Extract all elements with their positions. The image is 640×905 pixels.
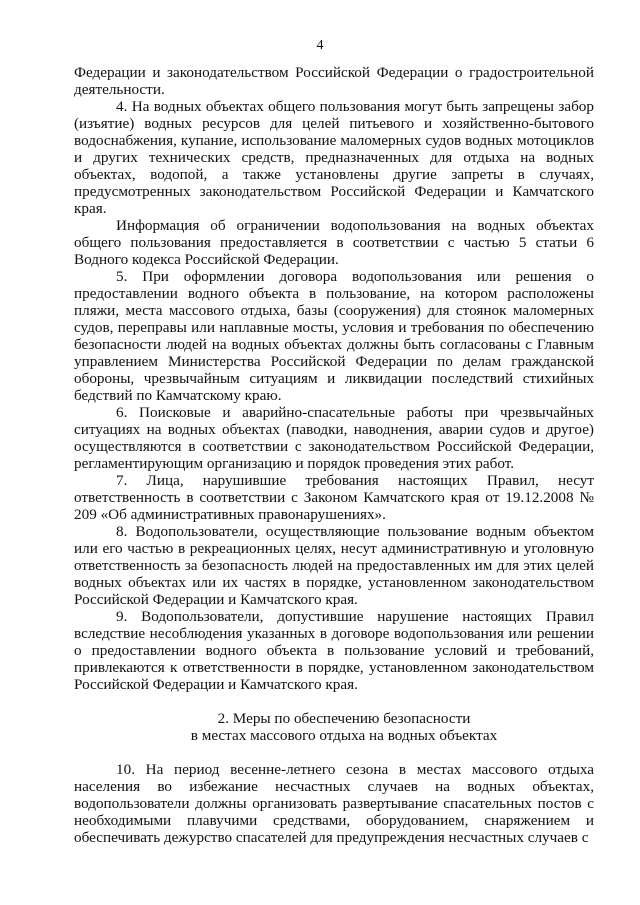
paragraph-6: 6. Поисковые и аварийно-спасательные работы при чрезвычайных ситуациях на водных объектах (паводки, наводнения, аварии судов и другое) осуществляются в соответствии с законодательством Российской Федерации, регламентирующим организацию и порядок проведения этих работ. <box>74 404 594 472</box>
section-heading-line-1: 2. Меры по обеспечению безопасности <box>217 710 471 727</box>
paragraph-5: 5. При оформлении договора водопользования или решения о предоставлении водного объекта в пользование, на котором расположены пляжи, места массового отдыха, базы (сооружения) для стоянок маломерных судов, переправы или наплавные мосты, условия и требования по обеспечению безопасности людей на водных объектах должны быть согласованы с Главным управлением Министерства Российской Федерации по делам гражданской обороны, чрезвычайным ситуациям и ликвидации последствий стихийных бедствий по Камчатскому краю. <box>74 268 594 404</box>
paragraph-7: 7. Лица, нарушившие требования настоящих Правил, несут ответственность в соответствии с Законом Камчатского края от 19.12.2008 № 209 «Об административных правонарушениях». <box>74 472 594 523</box>
paragraph-8: 8. Водопользователи, осуществляющие пользование водным объектом или его частью в рекреационных целях, несут административную и уголовную ответственность за безопасность людей на предоставленных им для этих целей водных объектах или их частях в порядке, установленном законодательством Российской Федерации и Камчатского края. <box>74 523 594 608</box>
paragraph-continuation: Федерации и законодательством Российской Федерации о градостроительной деятельности. <box>74 64 594 98</box>
paragraph-10: 10. На период весенне-летнего сезона в местах массового отдыха населения во избежание несчастных случаев на водных объектах, водопользователи должны организовать развертывание спасательных постов с необходимыми плавучими средствами, оборудованием, снаряжением и обеспечивать дежурство спасателей для предупреждения несчастных случаев с <box>74 761 594 846</box>
section-heading <box>74 710 594 744</box>
document-body <box>74 64 594 846</box>
paragraph-4: 4. На водных объектах общего пользования могут быть запрещены забор (изъятие) водных ресурсов для целей питьевого и хозяйственно-бытового водоснабжения, купание, использование маломерных судов водных мотоциклов и других технических средств, предназначенных для отдыха на водных объектах, водопой, а также установлены другие запреты в случаях, предусмотренных законодательством Российской Федерации и Камчатского края. <box>74 98 594 217</box>
section-heading-line-2: в местах массового отдыха на водных объектах <box>190 727 498 744</box>
paragraph-9: 9. Водопользователи, допустившие нарушение настоящих Правил вследствие несоблюдения указанных в договоре водопользования или решении о предоставлении водного объекта в пользование условий и требований, привлекаются к ответственности в порядке, установленном законодательством Российской Федерации и Камчатского края. <box>74 608 594 693</box>
paragraph-4-info: Информация об ограничении водопользования на водных объектах общего пользования предоставляется в соответствии с частью 5 статьи 6 Водного кодекса Российской Федерации. <box>74 217 594 268</box>
page-number: 4 <box>316 38 324 53</box>
